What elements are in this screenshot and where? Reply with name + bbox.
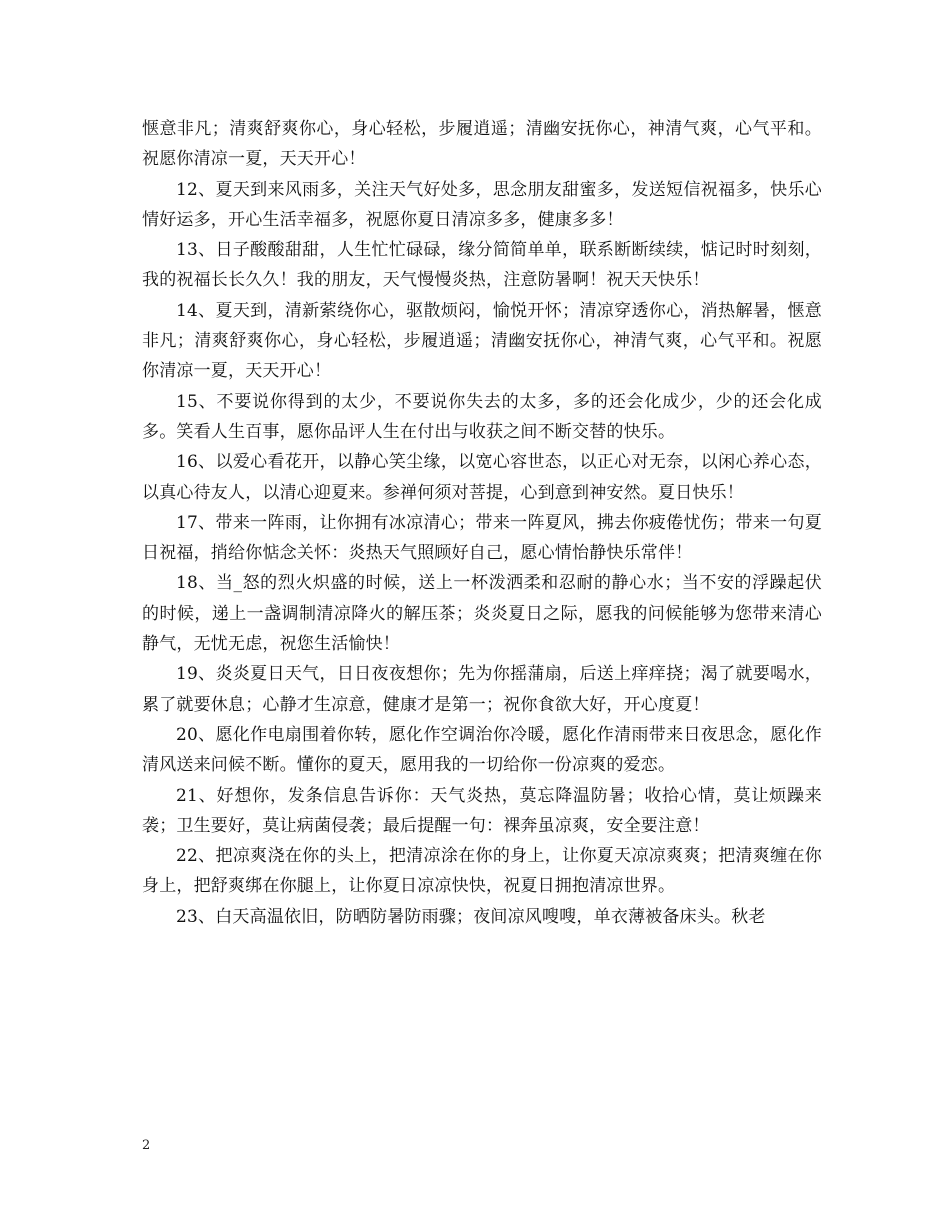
page-number: 2 bbox=[142, 1138, 151, 1153]
paragraph-17: 17、带来一阵雨，让你拥有冰凉清心；带来一阵夏风，拂去你疲倦忧伤；带来一句夏日祝福，捎给你惦念关怀：炎热天气照顾好自己，愿心情怡静快乐常伴！ bbox=[142, 512, 822, 564]
paragraph-12: 12、夏天到来风雨多，关注天气好处多，思念朋友甜蜜多，发送短信祝福多，快乐心情好运多，开心生活幸福多，祝愿你夏日清凉多多，健康多多！ bbox=[142, 179, 822, 230]
paragraph-18: 18、当_怒的烈火炽盛的时候，送上一杯泼洒柔和忍耐的静心水；当不安的浮躁起伏的时候，递上一盏调制清凉降火的解压茶；炎炎夏日之际，愿我的问候能够为您带来清心静气，无忧无虑，祝您生活愉快！ bbox=[142, 573, 822, 655]
paragraph-19: 19、炎炎夏日天气，日日夜夜想你；先为你摇蒲扇，后送上痒痒挠；渴了就要喝水，累了就要休息；心静才生凉意，健康才是第一；祝你食欲大好，开心度夏！ bbox=[142, 664, 822, 715]
paragraph-20: 20、愿化作电扇围着你转，愿化作空调治你冷暖，愿化作清雨带来日夜思念，愿化作清风送来问候不断。懂你的夏天，愿用我的一切给你一份凉爽的爱恋。 bbox=[142, 724, 822, 776]
paragraph-13: 13、日子酸酸甜甜，人生忙忙碌碌，缘分简简单单，联系断断续续，惦记时时刻刻，我的祝福长长久久！我的朋友，天气慢慢炎热，注意防暑啊！祝天天快乐！ bbox=[142, 240, 822, 291]
paragraph-0: 惬意非凡；清爽舒爽你心，身心轻松，步履逍遥；清幽安抚你心，神清气爽，心气平和。祝愿你清凉一夏，天天开心！ bbox=[142, 119, 822, 170]
document-body bbox=[142, 114, 822, 932]
paragraph-21: 21、好想你，发条信息告诉你：天气炎热，莫忘降温防暑；收拾心情，莫让烦躁来袭；卫生要好，莫让病菌侵袭；最后提醒一句：裸奔虽凉爽，安全要注意！ bbox=[142, 785, 822, 836]
paragraph-22: 22、把凉爽浇在你的头上，把清凉涂在你的身上，让你夏天凉凉爽爽；把清爽缠在你身上，把舒爽绑在你腿上，让你夏日凉凉快快，祝夏日拥抱清凉世界。 bbox=[142, 846, 822, 897]
paragraph-16: 16、以爱心看花开，以静心笑尘缘，以宽心容世态，以正心对无奈，以闲心养心态，以真心待友人，以清心迎夏来。参禅何须对菩提，心到意到神安然。夏日快乐！ bbox=[142, 452, 822, 503]
paragraph-23: 23、白天高温依旧，防晒防暑防雨骤；夜间凉风嗖嗖，单衣薄被备床头。秋老 bbox=[176, 906, 766, 927]
paragraph-15: 15、不要说你得到的太少，不要说你失去的太多，多的还会化成少，少的还会化成多。笑看人生百事，愿你品评人生在付出与收获之间不断交替的快乐。 bbox=[142, 391, 822, 442]
paragraph-14: 14、夏天到，清新萦绕你心，驱散烦闷，愉悦开怀；清凉穿透你心，消热解暑，惬意非凡；清爽舒爽你心，身心轻松，步履逍遥；清幽安抚你心，神清气爽，心气平和。祝愿你清凉一夏，天天开心！ bbox=[142, 300, 822, 382]
